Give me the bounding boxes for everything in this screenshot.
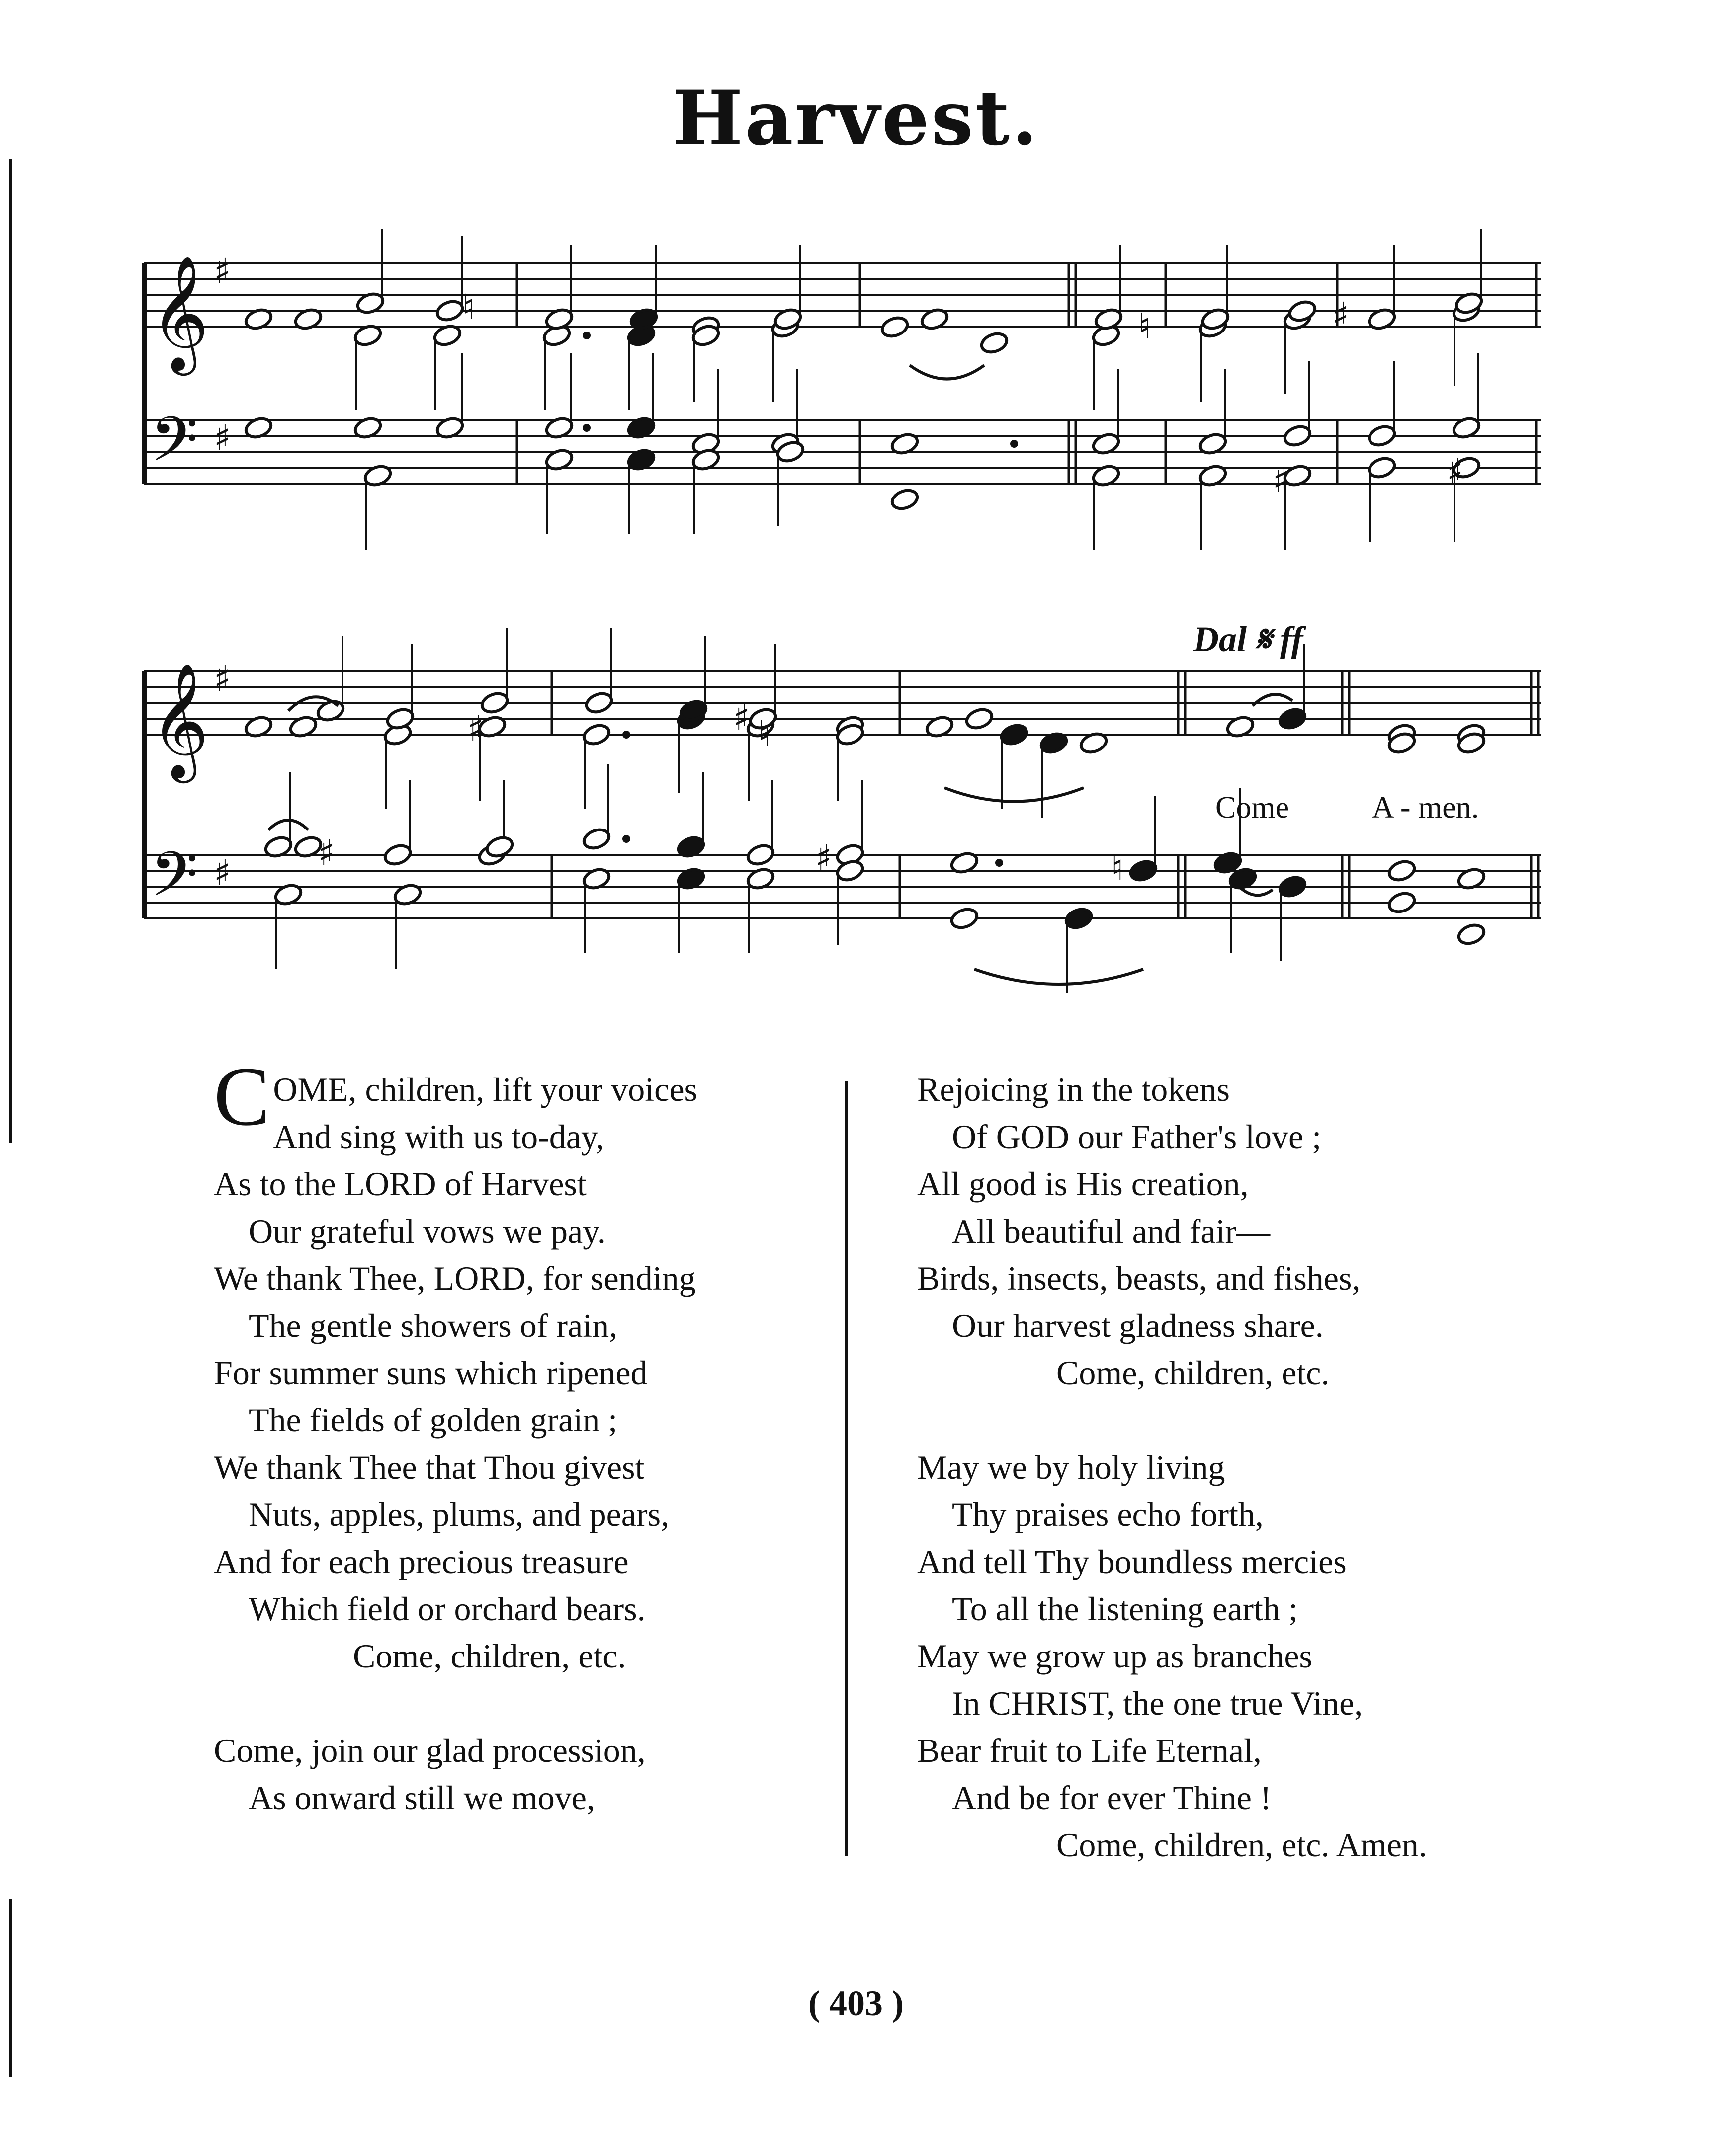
svg-text:♯: ♯ <box>1332 295 1349 335</box>
verse-line: As onward still we move, <box>249 1779 595 1817</box>
svg-text:♮: ♮ <box>462 287 475 328</box>
svg-text:𝄞: 𝄞 <box>150 663 209 778</box>
verse-line: Our grateful vows we pay. <box>249 1212 606 1250</box>
svg-text:♯: ♯ <box>318 832 335 873</box>
verse-line: The fields of golden grain ; <box>249 1401 618 1439</box>
verse-line: And tell Thy boundless mercies <box>917 1543 1347 1580</box>
page-number: ( 403 ) <box>808 1984 904 2023</box>
column-divider <box>845 1081 848 1856</box>
svg-text:♯: ♯ <box>214 659 231 699</box>
verses-left-column <box>214 1050 697 1822</box>
verse-line: All beautiful and fair— <box>952 1212 1271 1250</box>
hymn-title: Harvest. <box>672 75 1040 162</box>
svg-text:♯: ♯ <box>1273 460 1289 500</box>
svg-text:♯: ♯ <box>733 697 750 738</box>
music-score <box>0 0 1712 1044</box>
verse-line: In CHRIST, the one true Vine, <box>952 1684 1363 1722</box>
verse-line: Of GOD our Father's love ; <box>952 1118 1322 1156</box>
verse-line: May we grow up as branches <box>917 1637 1312 1675</box>
verse-line: Birds, insects, beasts, and fishes, <box>917 1259 1361 1297</box>
verse-line: Our harvest gladness share. <box>952 1307 1324 1344</box>
verse-line: As to the LORD of Harvest <box>214 1165 587 1203</box>
underlay-come: Come <box>1215 791 1289 825</box>
svg-text:♯: ♯ <box>214 852 231 893</box>
verse-line: Come, children, etc. Amen. <box>1056 1826 1427 1864</box>
dal-segno-direction: Dal 𝄋 ff <box>1193 619 1303 659</box>
verse-line: Come, join our glad procession, <box>214 1732 646 1769</box>
verse-line: For summer suns which ripened <box>214 1354 648 1392</box>
verse-line-text: OME, children, lift your voices <box>273 1071 697 1108</box>
svg-text:♮: ♮ <box>758 713 771 754</box>
verse-line: To all the listening earth ; <box>952 1590 1298 1628</box>
svg-text:♮: ♮ <box>1138 306 1151 346</box>
svg-text:𝄢: 𝄢 <box>150 839 198 925</box>
svg-text:𝄞: 𝄞 <box>150 255 209 371</box>
verse-line: Come, children, etc. <box>353 1637 626 1675</box>
verses-right-column <box>917 1066 1427 1869</box>
verse-line <box>917 1397 1427 1444</box>
underlay-amen: A - men. <box>1372 791 1479 825</box>
svg-text:♯: ♯ <box>214 417 231 458</box>
verse-line: Which field or orchard bears. <box>249 1590 646 1628</box>
verse-line: And for each precious treasure <box>214 1543 629 1580</box>
verse-line: Come, children, etc. <box>1056 1354 1330 1392</box>
svg-text:♯: ♯ <box>214 251 231 292</box>
drop-cap: C <box>214 1050 270 1143</box>
verse-line: We thank Thee that Thou givest <box>214 1448 645 1486</box>
verse-line: The gentle showers of rain, <box>249 1307 618 1344</box>
verse-line: Bear fruit to Life Eternal, <box>917 1732 1262 1769</box>
svg-text:♯: ♯ <box>467 708 484 749</box>
verse-line: Nuts, apples, plums, and pears, <box>249 1495 670 1533</box>
verse-line: We thank Thee, LORD, for sending <box>214 1259 696 1297</box>
verse-line <box>214 1680 697 1727</box>
verse-line: All good is His creation, <box>917 1165 1249 1203</box>
svg-text:𝄢: 𝄢 <box>150 404 198 491</box>
svg-text:♯: ♯ <box>815 837 832 878</box>
verse-line: And be for ever Thine ! <box>952 1779 1272 1817</box>
verse-line: And sing with us to-day, <box>273 1118 604 1156</box>
verse-line: May we by holy living <box>917 1448 1225 1486</box>
verse-line: Rejoicing in the tokens <box>917 1071 1230 1108</box>
verse-line: Thy praises echo forth, <box>952 1495 1264 1533</box>
svg-text:♯: ♯ <box>1447 451 1463 492</box>
svg-text:♮: ♮ <box>1111 847 1124 888</box>
